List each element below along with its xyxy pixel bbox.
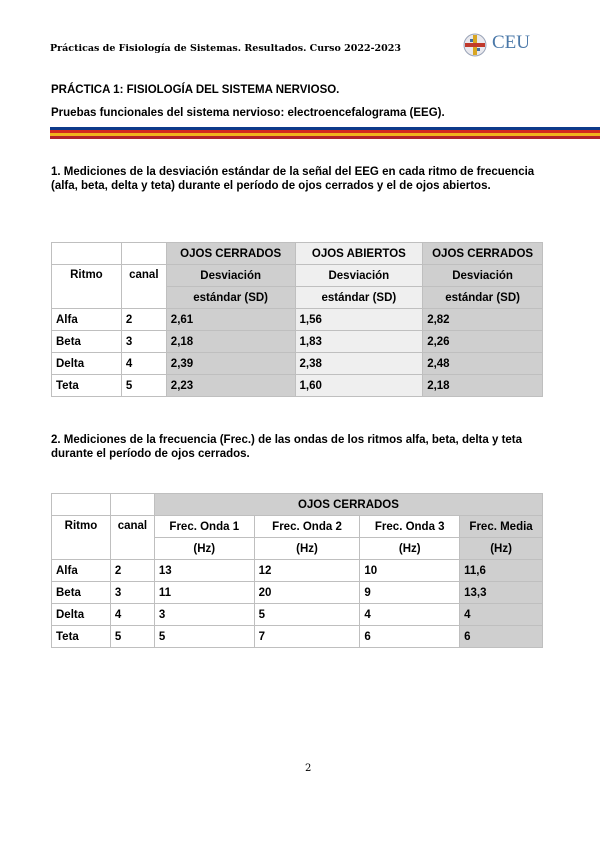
stripe-dark-red xyxy=(50,136,600,139)
col-header-ritmo: Ritmo xyxy=(52,516,111,560)
table-header-row xyxy=(52,516,543,538)
unit-label: (Hz) xyxy=(154,538,254,560)
cell-value: 2,18 xyxy=(423,375,543,397)
col-header-sd-2: estándar (SD) xyxy=(295,287,423,309)
cell-value: 2,48 xyxy=(423,353,543,375)
col-header-sd: Desviación xyxy=(295,265,423,287)
group-header: OJOS ABIERTOS xyxy=(295,243,423,265)
table-header-row xyxy=(52,243,543,265)
table-row xyxy=(52,604,543,626)
cell-value: 11 xyxy=(154,582,254,604)
table-row xyxy=(52,582,543,604)
cell-canal: 3 xyxy=(121,331,166,353)
empty-cell xyxy=(121,243,166,265)
cell-ritmo: Alfa xyxy=(52,560,111,582)
table-row xyxy=(52,626,543,648)
running-header: Prácticas de Fisiología de Sistemas. Resultados. Curso 2022-2023 xyxy=(50,43,401,54)
cell-value: 20 xyxy=(254,582,360,604)
cell-value: 5 xyxy=(154,626,254,648)
table-row xyxy=(52,331,543,353)
cell-value: 2,18 xyxy=(166,331,295,353)
cell-canal: 5 xyxy=(110,626,154,648)
cell-value: 9 xyxy=(360,582,460,604)
unit-label: (Hz) xyxy=(360,538,460,560)
col-header-canal: canal xyxy=(121,265,166,309)
cell-canal: 2 xyxy=(121,309,166,331)
page-subtitle: Pruebas funcionales del sistema nervioso: electroencefalograma (EEG). xyxy=(51,107,445,119)
cell-value: 7 xyxy=(254,626,360,648)
cell-value: 2,82 xyxy=(423,309,543,331)
unit-label: (Hz) xyxy=(460,538,543,560)
table-row xyxy=(52,353,543,375)
col-header-onda1: Frec. Onda 1 xyxy=(154,516,254,538)
page-title: PRÁCTICA 1: FISIOLOGÍA DEL SISTEMA NERVIOSO. xyxy=(51,84,340,96)
ceu-shield-icon xyxy=(462,31,488,59)
cell-value: 3 xyxy=(154,604,254,626)
table-header-row xyxy=(52,494,543,516)
table-row xyxy=(52,375,543,397)
cell-value: 2,26 xyxy=(423,331,543,353)
cell-value: 1,60 xyxy=(295,375,423,397)
cell-value: 13 xyxy=(154,560,254,582)
col-header-canal: canal xyxy=(110,516,154,560)
section1-heading: 1. Mediciones de la desviación estándar de la señal del EEG en cada ritmo de frecuencia (alfa, beta, delta y teta) durante el período de ojos cerrados y el de ojos abiertos. xyxy=(51,166,535,192)
section2-heading: 2. Mediciones de la frecuencia (Frec.) de las ondas de los ritmos alfa, beta, delta y teta durante el período de ojos cerrados. xyxy=(51,434,523,460)
cell-value: 1,83 xyxy=(295,331,423,353)
col-header-media: Frec. Media xyxy=(460,516,543,538)
cell-ritmo: Delta xyxy=(52,604,111,626)
cell-canal: 3 xyxy=(110,582,154,604)
cell-canal: 5 xyxy=(121,375,166,397)
cell-media: 6 xyxy=(460,626,543,648)
group-header: OJOS CERRADOS xyxy=(166,243,295,265)
cell-value: 2,23 xyxy=(166,375,295,397)
col-header-sd-2: estándar (SD) xyxy=(166,287,295,309)
cell-canal: 4 xyxy=(121,353,166,375)
sd-table xyxy=(51,242,543,397)
cell-value: 12 xyxy=(254,560,360,582)
group-header: OJOS CERRADOS xyxy=(423,243,543,265)
cell-value: 5 xyxy=(254,604,360,626)
unit-label: (Hz) xyxy=(254,538,360,560)
logo-text: CEU xyxy=(492,32,530,53)
col-header-ritmo: Ritmo xyxy=(52,265,122,309)
cell-value: 1,56 xyxy=(295,309,423,331)
cell-media: 13,3 xyxy=(460,582,543,604)
cell-value: 10 xyxy=(360,560,460,582)
cell-media: 11,6 xyxy=(460,560,543,582)
cell-ritmo: Alfa xyxy=(52,309,122,331)
table-header-row xyxy=(52,265,543,287)
col-header-sd: Desviación xyxy=(423,265,543,287)
cell-value: 2,61 xyxy=(166,309,295,331)
col-header-onda2: Frec. Onda 2 xyxy=(254,516,360,538)
cell-media: 4 xyxy=(460,604,543,626)
cell-ritmo: Teta xyxy=(52,375,122,397)
color-stripes xyxy=(50,127,600,139)
empty-cell xyxy=(52,243,122,265)
cell-value: 4 xyxy=(360,604,460,626)
page-number: 2 xyxy=(305,763,312,774)
cell-canal: 4 xyxy=(110,604,154,626)
ceu-logo xyxy=(462,31,552,59)
col-header-onda3: Frec. Onda 3 xyxy=(360,516,460,538)
empty-cell xyxy=(110,494,154,516)
col-header-sd: Desviación xyxy=(166,265,295,287)
empty-cell xyxy=(52,494,111,516)
cell-value: 2,39 xyxy=(166,353,295,375)
cell-value: 2,38 xyxy=(295,353,423,375)
cell-ritmo: Delta xyxy=(52,353,122,375)
frequency-table xyxy=(51,493,543,648)
cell-ritmo: Beta xyxy=(52,331,122,353)
table-row xyxy=(52,560,543,582)
table-row xyxy=(52,309,543,331)
col-header-sd-2: estándar (SD) xyxy=(423,287,543,309)
cell-ritmo: Teta xyxy=(52,626,111,648)
cell-ritmo: Beta xyxy=(52,582,111,604)
cell-value: 6 xyxy=(360,626,460,648)
cell-canal: 2 xyxy=(110,560,154,582)
group-header: OJOS CERRADOS xyxy=(154,494,542,516)
